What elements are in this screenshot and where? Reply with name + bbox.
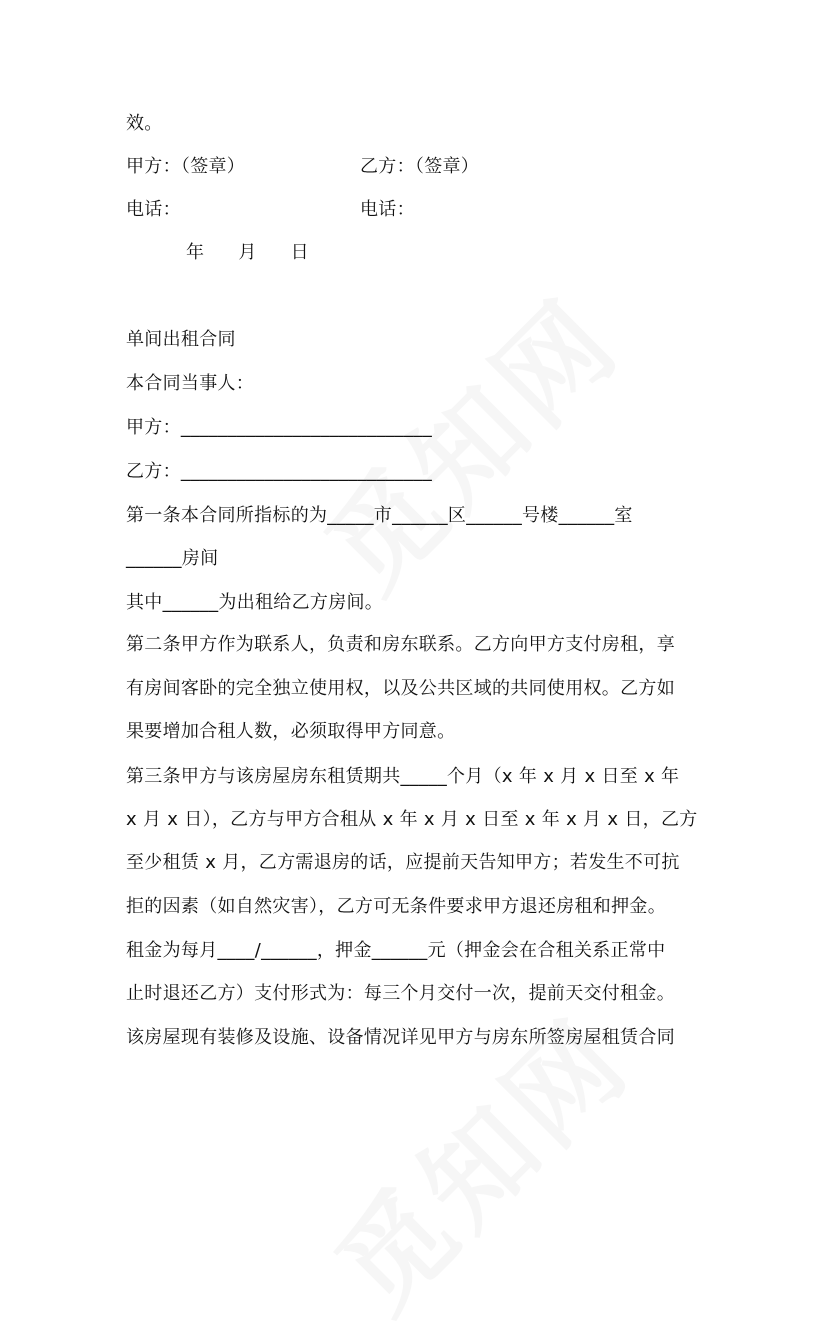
text-line: 本合同当事人： xyxy=(126,373,255,394)
text-line: 拒的因素（如自然灾害），乙方可无条件要求甲方退还房租和押金。 xyxy=(126,896,666,917)
text-line: 第三条甲方与该房屋房东租赁期共_____个月（x 年 x 月 x 日至 x 年 xyxy=(126,766,680,787)
text-line: 租金为每月____/______，押金______元（押金会在合租关系正常中 xyxy=(126,940,666,961)
text-line: 其中______为出租给乙方房间。 xyxy=(126,592,384,613)
document-title: 单间出租合同 xyxy=(126,329,236,350)
party-a-signature-label: 甲方：（签章） xyxy=(126,156,246,177)
text-line: 至少租赁 x 月，乙方需退房的话，应提前天告知甲方；若发生不可抗 xyxy=(126,852,680,873)
party-a-blank: 甲方：___________________________ xyxy=(126,417,432,438)
text-line: 该房屋现有装修及设施、设备情况详见甲方与房东所签房屋租赁合同 xyxy=(126,1027,675,1048)
text-line: 果要增加合租人数，必须取得甲方同意。 xyxy=(126,721,456,742)
text-line: 第一条本合同所指标的为_____市______区______号楼______室 xyxy=(126,505,633,526)
party-b-blank: 乙方：___________________________ xyxy=(126,461,432,482)
text-line: ______房间 xyxy=(126,548,219,569)
text-line: x 月 x 日），乙方与甲方合租从 x 年 x 月 x 日至 x 年 x 月 x 日，乙方 xyxy=(126,809,698,830)
date-line xyxy=(186,241,309,265)
text-line: 第二条甲方作为联系人，负责和房东联系。乙方向甲方支付房租，享 xyxy=(126,634,675,655)
text-line: 止时退还乙方）支付形式为：每三个月交付一次，提前天交付租金。 xyxy=(126,983,675,1004)
date-month: 月 xyxy=(238,242,257,263)
date-year: 年 xyxy=(186,242,205,263)
party-b-signature-label: 乙方：（签章） xyxy=(360,156,480,177)
date-day: 日 xyxy=(290,242,309,263)
party-a-phone-label: 电话： xyxy=(126,199,181,220)
text-line: 效。 xyxy=(126,113,163,134)
text-line: 有房间客卧的完全独立使用权，以及公共区域的共同使用权。乙方如 xyxy=(126,678,675,699)
party-b-phone-label: 电话： xyxy=(360,199,415,220)
